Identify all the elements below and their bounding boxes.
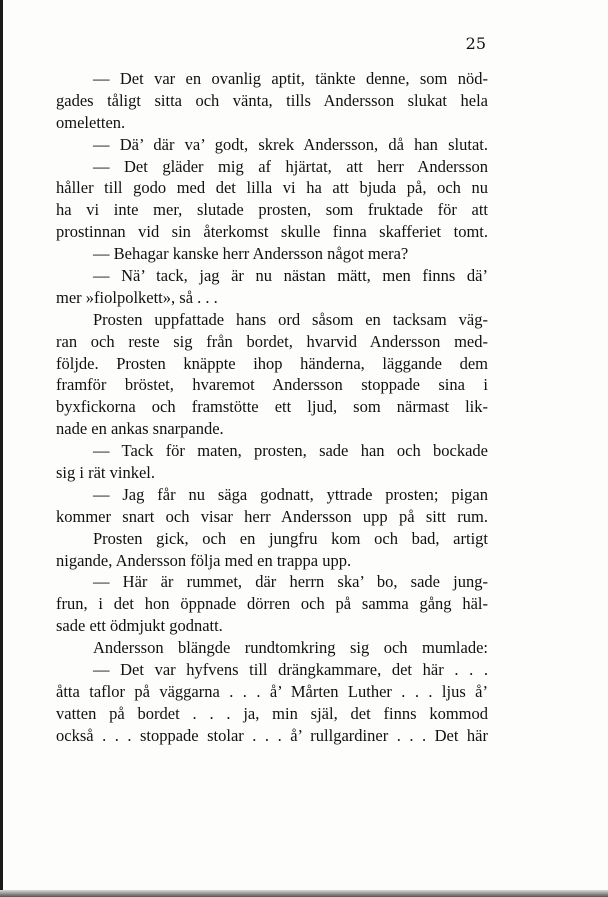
page-bottom-edge	[0, 890, 608, 897]
text-line: nade en ankas snarpande.	[56, 419, 224, 439]
text-line: prostinnan vid sin återkomst skulle finna skafferiet tomt.	[56, 222, 488, 242]
text-line: Prosten uppfattade hans ord såsom en tacksam väg-	[93, 309, 488, 329]
text-line: nigande, Andersson följa med en trappa upp.	[56, 550, 352, 570]
text-line: också . . . stoppade stolar . . . å’ rullgardiner . . . Det här	[56, 725, 488, 745]
text-line: sade ett ödmjukt godnatt.	[56, 616, 223, 636]
text-line: — Jag får nu säga godnatt, yttrade prosten; pigan	[93, 484, 488, 504]
text-line: — Tack för maten, prosten, sade han och bockade	[93, 441, 488, 461]
text-line: frun, i det hon öppnade dörren och på samma gång häl-	[56, 594, 488, 614]
text-line: kommer snart och visar herr Andersson upp på sitt rum.	[56, 506, 488, 526]
text-line: — Det gläder mig af hjärtat, att herr Andersson	[93, 156, 488, 176]
text-line: vatten på bordet . . . ja, min själ, det finns kommod	[56, 703, 488, 723]
text-line: mer »fiolpolkett», så . . .	[56, 287, 218, 307]
text-line: gades tåligt sitta och vänta, tills Andersson slukat hela	[56, 90, 488, 110]
text-line: ha vi inte mer, slutade prosten, som fruktade för att	[56, 200, 488, 220]
text-line: Andersson blängde rundtomkring sig och mumlade:	[93, 638, 488, 658]
text-line: sig i rät vinkel.	[56, 463, 155, 483]
page-number: 25	[465, 34, 486, 53]
text-line: — Behagar kanske herr Andersson något mera?	[93, 244, 409, 264]
text-line: följde. Prosten knäppte ihop händerna, läggande dem	[56, 353, 488, 373]
text-line: — Nä’ tack, jag är nu nästan mätt, men finns dä’	[93, 266, 488, 286]
body-text	[56, 68, 488, 747]
text-line: — Det var hyfvens till drängkammare, det här . . .	[93, 660, 488, 680]
text-line: ran och reste sig från bordet, hvarvid Andersson med-	[56, 331, 488, 351]
text-line: håller till godo med det lilla vi ha att bjuda på, och nu	[56, 178, 488, 198]
page-left-edge	[0, 0, 3, 897]
text-line: — Dä’ där va’ godt, skrek Andersson, då han slutat.	[93, 134, 488, 154]
text-line: åtta taflor på väggarna . . . å’ Mårten Luther . . . ljus å’	[56, 681, 488, 701]
text-line: — Det var en ovanlig aptit, tänkte denne, som nöd-	[93, 69, 488, 88]
text-line: omeletten.	[56, 112, 126, 132]
text-line: byxfickorna och framstötte ett ljud, som närmast lik-	[56, 397, 488, 417]
text-line: — Här är rummet, där herrn ska’ bo, sade jung-	[93, 572, 488, 592]
text-line: Prosten gick, och en jungfru kom och bad, artigt	[93, 528, 488, 548]
text-line: framför bröstet, hvaremot Andersson stoppade sina i	[56, 375, 488, 395]
